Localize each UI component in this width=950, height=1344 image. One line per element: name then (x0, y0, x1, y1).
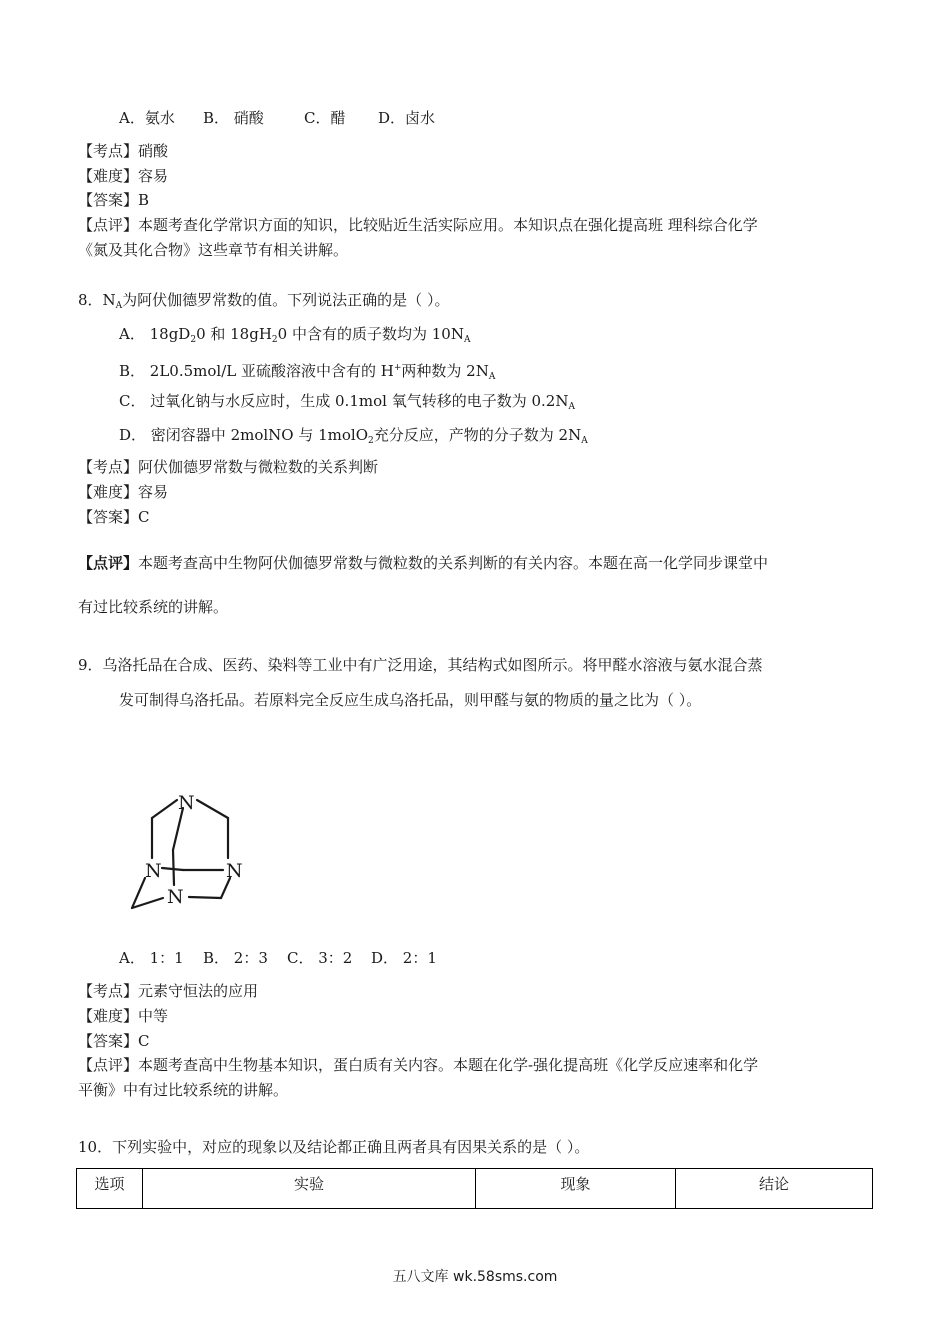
q8-option-b: B． 2L0.5mol/L 亚硫酸溶液中含有的 H+两种数为 $2N_A$ (119, 362, 496, 382)
q8-kaodian: 【考点】阿伏伽德罗常数与微粒数的关系判断 (78, 458, 379, 476)
q10-stem: 10．下列实验中，对应的现象以及结论都正确且两者具有因果关系的是（ ）。 (78, 1138, 590, 1156)
q7-option-d: D．卤水 (378, 109, 436, 127)
q7-option-c: C．醋 (304, 109, 346, 127)
q8-option-a: A． $18gD_20$ 和 $18gH_20$ 中含有的质子数均为 $10N_A$ (119, 325, 471, 345)
q7-nandu: 【难度】容易 (78, 167, 169, 185)
nitrogen-atom-bottom: N (167, 886, 184, 908)
nitrogen-atom-top: N (178, 792, 195, 814)
q9-nandu: 【难度】中等 (78, 1007, 169, 1025)
q9-options (119, 948, 437, 968)
q8-stem: 8．$N_A$为阿伏伽德罗常数的值。下列说法正确的是（ ）。 (78, 291, 450, 311)
q9-option-b: B． 2：3 (203, 949, 268, 967)
q7-option-b: B． 硝酸 (203, 109, 264, 127)
q9-option-c: C． 3：2 (287, 949, 353, 967)
q8-daan: 【答案】C (78, 508, 150, 526)
urotropine-structure-diagram (125, 780, 265, 915)
q8-dianping-cont: 有过比较系统的讲解。 (78, 598, 229, 616)
q9-dianping-cont: 平衡》中有过比较系统的讲解。 (78, 1081, 289, 1099)
table-header-row (77, 1169, 873, 1209)
q7-options (119, 108, 435, 128)
table-header-cell: 现象 (476, 1169, 676, 1209)
q7-kaodian: 【考点】硝酸 (78, 142, 169, 160)
q9-option-d: D． 2：1 (371, 949, 437, 967)
q9-stem: 9．乌洛托品在合成、医药、染料等工业中有广泛用途，其结构式如图所示。将甲醛水溶液与氨水混合蒸 (78, 656, 763, 674)
q9-kaodian: 【考点】元素守恒法的应用 (78, 982, 259, 1000)
q7-dianping-cont: 《氮及其化合物》这些章节有相关讲解。 (78, 241, 349, 259)
page-footer: 五八文库 wk.58sms.com (392, 1269, 558, 1285)
q9-daan: 【答案】C (78, 1032, 150, 1050)
q9-dianping: 【点评】本题考查高中生物基本知识，蛋白质有关内容。本题在化学-强化提高班《化学反应速率和化学 (78, 1056, 759, 1074)
q7-option-a: A．氨水 (119, 109, 175, 127)
table-header-cell: 选项 (77, 1169, 143, 1209)
q8-nandu: 【难度】容易 (78, 483, 169, 501)
table-header-cell: 实验 (143, 1169, 476, 1209)
q9-stem-cont: 发可制得乌洛托品。若原料完全反应生成乌洛托品，则甲醛与氨的物质的量之比为（ ）。 (119, 691, 702, 709)
q8-option-c: C． 过氧化钠与水反应时，生成 0.1mol 氧气转移的电子数为 $0.2N_A$ (119, 392, 575, 412)
q8-option-d: D． 密闭容器中 2molNO 与 1molO$_2$充分反应，产物的分子数为 $2N_A$ (119, 426, 588, 446)
q7-dianping: 【点评】本题考查化学常识方面的知识，比较贴近生活实际应用。本知识点在强化提高班 理科综合化学 (78, 216, 758, 234)
q10-table (76, 1168, 873, 1209)
table-header-cell: 结论 (676, 1169, 873, 1209)
nitrogen-atom-right: N (226, 860, 243, 882)
q8-dianping: 【点评】本题考查高中生物阿伏伽德罗常数与微粒数的关系判断的有关内容。本题在高一化学同步课堂中 (78, 554, 769, 572)
q7-daan: 【答案】B (78, 191, 150, 209)
nitrogen-atom-left: N (145, 860, 162, 882)
q9-option-a: A． 1：1 (119, 949, 184, 967)
